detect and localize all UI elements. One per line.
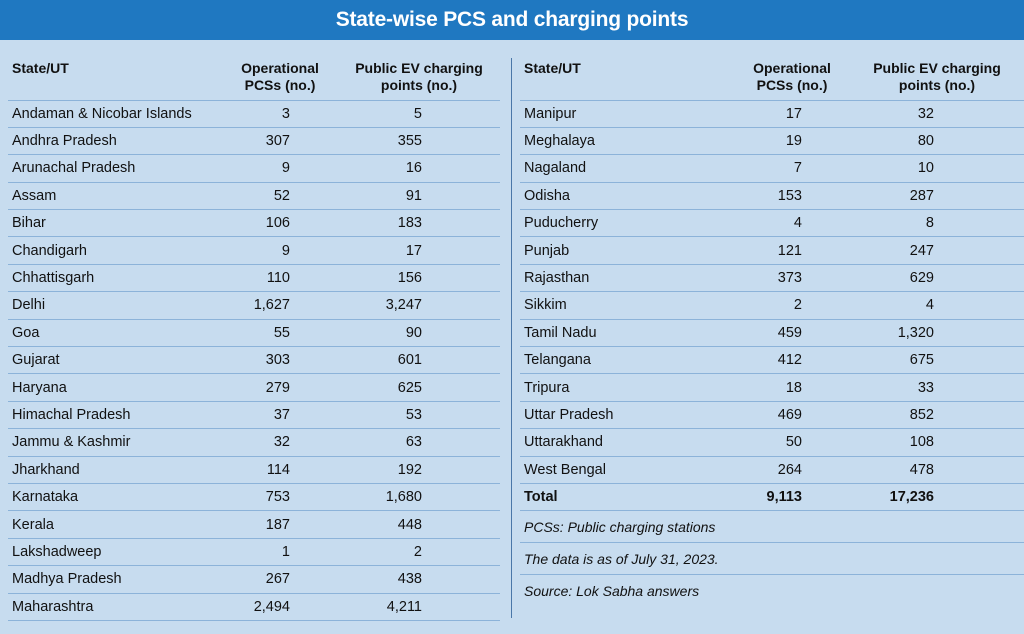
state-cell: Andaman & Nicobar Islands (8, 100, 222, 127)
public-ev-cell: 5 (338, 100, 500, 127)
table-row (520, 347, 1024, 374)
operational-cell: 307 (222, 127, 338, 154)
state-cell: Tripura (520, 374, 734, 401)
operational-cell: 32 (222, 429, 338, 456)
state-cell: Manipur (520, 100, 734, 127)
state-cell: Jammu & Kashmir (8, 429, 222, 456)
table-row (8, 264, 500, 291)
public-ev-cell: 91 (338, 182, 500, 209)
left-header-row (8, 48, 500, 100)
public-ev-cell: 90 (338, 319, 500, 346)
public-ev-cell: 17 (338, 237, 500, 264)
table-row (520, 210, 1024, 237)
public-ev-cell: 247 (850, 237, 1024, 264)
operational-cell: 114 (222, 456, 338, 483)
right-panel (512, 48, 1024, 607)
operational-cell: 52 (222, 182, 338, 209)
header-public-ev: Public EV charging points (no.) (873, 60, 1001, 93)
table-row (8, 100, 500, 127)
total-operational: 9,113 (734, 483, 850, 510)
state-cell: Chhattisgarh (8, 264, 222, 291)
table-row (520, 429, 1024, 456)
public-ev-cell: 629 (850, 264, 1024, 291)
public-ev-cell: 10 (850, 155, 1024, 182)
public-ev-cell: 4 (850, 292, 1024, 319)
table-row (8, 182, 500, 209)
state-cell: Arunachal Pradesh (8, 155, 222, 182)
state-cell: Madhya Pradesh (8, 566, 222, 593)
public-ev-cell: 33 (850, 374, 1024, 401)
table-row (8, 401, 500, 428)
public-ev-cell: 675 (850, 347, 1024, 374)
operational-cell: 264 (734, 456, 850, 483)
table-row (8, 483, 500, 510)
table-row (520, 155, 1024, 182)
table-row (8, 319, 500, 346)
public-ev-cell: 287 (850, 182, 1024, 209)
right-header-row (520, 48, 1024, 100)
total-row (520, 483, 1024, 510)
table-row (8, 456, 500, 483)
operational-cell: 1 (222, 538, 338, 565)
total-label: Total (520, 483, 734, 510)
operational-cell: 55 (222, 319, 338, 346)
table-row (8, 127, 500, 154)
table-row (8, 566, 500, 593)
table-row (520, 237, 1024, 264)
table-row (520, 374, 1024, 401)
public-ev-cell: 156 (338, 264, 500, 291)
operational-cell: 469 (734, 401, 850, 428)
table-row (8, 210, 500, 237)
state-cell: Bihar (8, 210, 222, 237)
operational-cell: 459 (734, 319, 850, 346)
table-row (520, 292, 1024, 319)
public-ev-cell: 183 (338, 210, 500, 237)
table-row (520, 264, 1024, 291)
public-ev-cell: 625 (338, 374, 500, 401)
public-ev-cell: 1,320 (850, 319, 1024, 346)
public-ev-cell: 478 (850, 456, 1024, 483)
table-row (8, 538, 500, 565)
public-ev-cell: 852 (850, 401, 1024, 428)
public-ev-cell: 2 (338, 538, 500, 565)
state-cell: Punjab (520, 237, 734, 264)
state-cell: Uttar Pradesh (520, 401, 734, 428)
header-public-ev: Public EV charging points (no.) (355, 60, 483, 93)
table-row (8, 429, 500, 456)
public-ev-cell: 438 (338, 566, 500, 593)
left-table-body (8, 100, 500, 620)
state-cell: Uttarakhand (520, 429, 734, 456)
public-ev-cell: 63 (338, 429, 500, 456)
operational-cell: 17 (734, 100, 850, 127)
state-cell: Tamil Nadu (520, 319, 734, 346)
state-cell: Meghalaya (520, 127, 734, 154)
state-cell: Himachal Pradesh (8, 401, 222, 428)
public-ev-cell: 3,247 (338, 292, 500, 319)
state-cell: West Bengal (520, 456, 734, 483)
operational-cell: 267 (222, 566, 338, 593)
operational-cell: 2,494 (222, 593, 338, 620)
state-cell: Delhi (8, 292, 222, 319)
table-row (520, 127, 1024, 154)
operational-cell: 9 (222, 237, 338, 264)
state-cell: Haryana (8, 374, 222, 401)
operational-cell: 19 (734, 127, 850, 154)
state-cell: Karnataka (8, 483, 222, 510)
state-cell: Chandigarh (8, 237, 222, 264)
state-cell: Puducherry (520, 210, 734, 237)
public-ev-cell: 192 (338, 456, 500, 483)
operational-cell: 1,627 (222, 292, 338, 319)
public-ev-cell: 1,680 (338, 483, 500, 510)
note-abbreviation: PCSs: Public charging stations (520, 511, 1024, 543)
right-table-body (520, 100, 1024, 483)
public-ev-cell: 108 (850, 429, 1024, 456)
notes (512, 511, 1024, 607)
operational-cell: 279 (222, 374, 338, 401)
table-row (8, 374, 500, 401)
table-row (520, 319, 1024, 346)
operational-cell: 50 (734, 429, 850, 456)
total-body (520, 483, 1024, 510)
header-operational: Operational PCSs (no.) (753, 60, 831, 93)
public-ev-cell: 32 (850, 100, 1024, 127)
header-operational: Operational PCSs (no.) (241, 60, 319, 93)
table-row (8, 593, 500, 620)
operational-cell: 7 (734, 155, 850, 182)
left-table (8, 48, 500, 621)
state-cell: Odisha (520, 182, 734, 209)
table-row (8, 292, 500, 319)
table-row (520, 401, 1024, 428)
state-cell: Assam (8, 182, 222, 209)
state-cell: Andhra Pradesh (8, 127, 222, 154)
table-row (520, 182, 1024, 209)
state-cell: Sikkim (520, 292, 734, 319)
state-cell: Maharashtra (8, 593, 222, 620)
operational-cell: 110 (222, 264, 338, 291)
table-row (520, 456, 1024, 483)
operational-cell: 412 (734, 347, 850, 374)
right-table (520, 48, 1024, 511)
state-cell: Goa (8, 319, 222, 346)
state-cell: Lakshadweep (8, 538, 222, 565)
operational-cell: 9 (222, 155, 338, 182)
public-ev-cell: 16 (338, 155, 500, 182)
operational-cell: 121 (734, 237, 850, 264)
state-cell: Nagaland (520, 155, 734, 182)
operational-cell: 106 (222, 210, 338, 237)
header-state: State/UT (524, 60, 581, 76)
operational-cell: 18 (734, 374, 850, 401)
state-cell: Kerala (8, 511, 222, 538)
public-ev-cell: 8 (850, 210, 1024, 237)
operational-cell: 153 (734, 182, 850, 209)
state-cell: Rajasthan (520, 264, 734, 291)
state-cell: Gujarat (8, 347, 222, 374)
note-date: The data is as of July 31, 2023. (520, 543, 1024, 575)
note-source: Source: Lok Sabha answers (524, 583, 700, 600)
public-ev-cell: 4,211 (338, 593, 500, 620)
public-ev-cell: 355 (338, 127, 500, 154)
operational-cell: 187 (222, 511, 338, 538)
table-row (8, 155, 500, 182)
operational-cell: 303 (222, 347, 338, 374)
operational-cell: 2 (734, 292, 850, 319)
operational-cell: 4 (734, 210, 850, 237)
page-title: State-wise PCS and charging points (0, 0, 1024, 40)
public-ev-cell: 601 (338, 347, 500, 374)
operational-cell: 373 (734, 264, 850, 291)
table-row (8, 511, 500, 538)
public-ev-cell: 448 (338, 511, 500, 538)
public-ev-cell: 80 (850, 127, 1024, 154)
table-row (8, 347, 500, 374)
table-row (8, 237, 500, 264)
state-cell: Jharkhand (8, 456, 222, 483)
state-cell: Telangana (520, 347, 734, 374)
total-public-ev: 17,236 (850, 483, 1024, 510)
operational-cell: 37 (222, 401, 338, 428)
header-state: State/UT (12, 60, 69, 76)
left-panel (0, 48, 510, 621)
public-ev-cell: 53 (338, 401, 500, 428)
operational-cell: 3 (222, 100, 338, 127)
operational-cell: 753 (222, 483, 338, 510)
table-row (520, 100, 1024, 127)
